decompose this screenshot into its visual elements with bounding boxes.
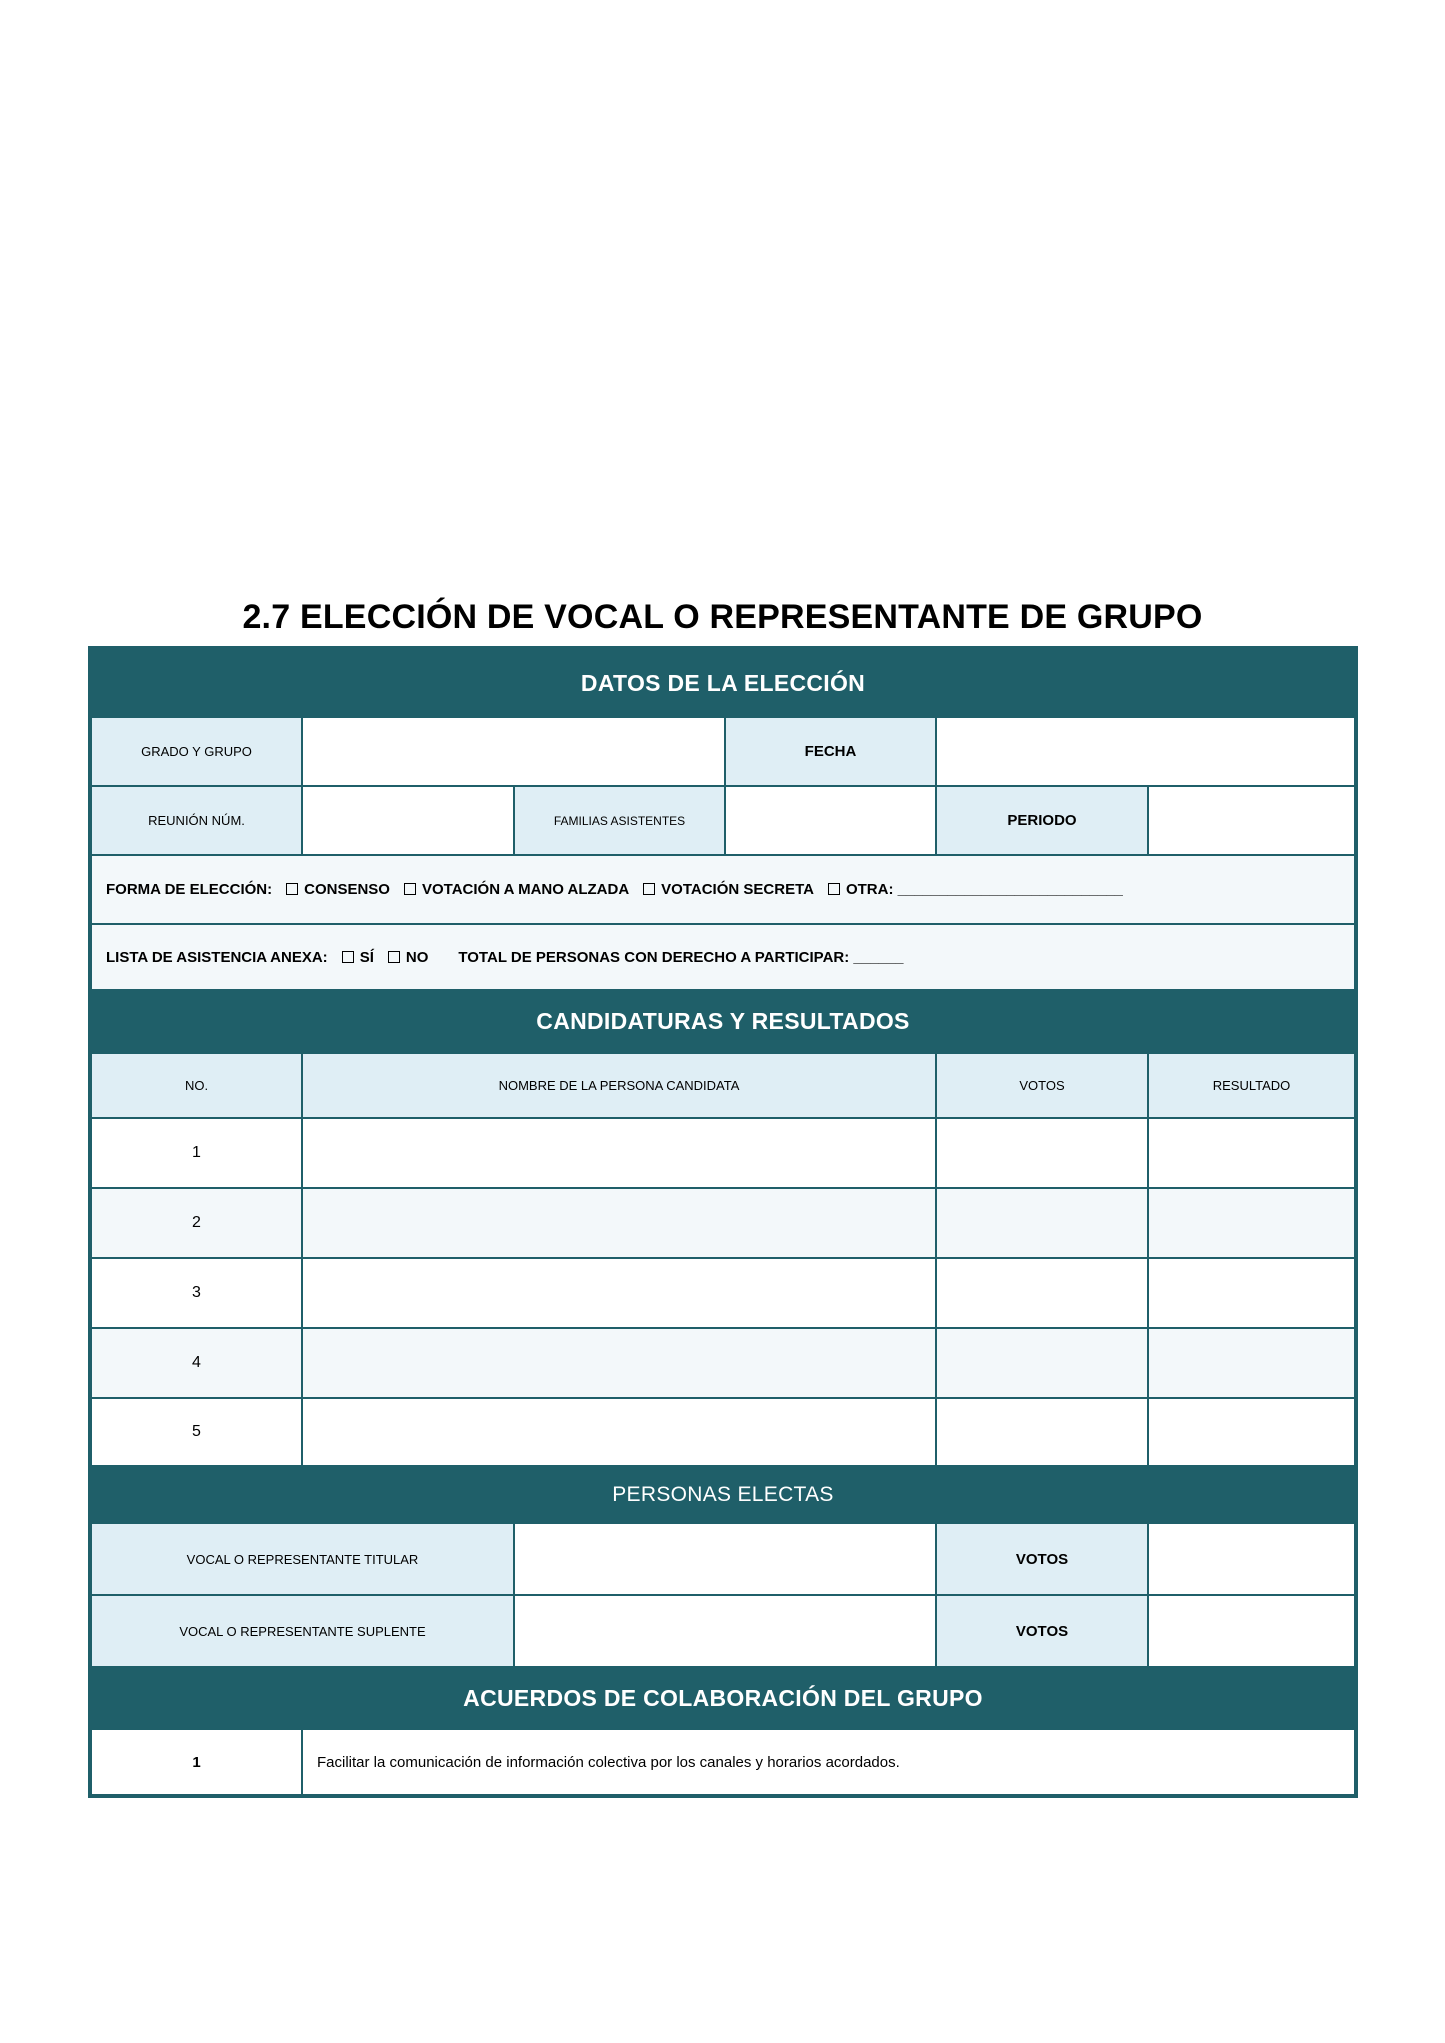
table-row: [91, 1188, 1355, 1258]
candidate-name-field[interactable]: [302, 1328, 936, 1398]
fecha-label: FECHA: [725, 717, 936, 786]
votos-field[interactable]: [936, 1398, 1148, 1466]
row-grado-fecha: [91, 717, 1355, 786]
election-form: [88, 646, 1358, 1798]
fecha-field[interactable]: [936, 717, 1355, 786]
votos-field[interactable]: [936, 1118, 1148, 1188]
familias-field[interactable]: [725, 786, 936, 855]
acuerdo-row: [91, 1729, 1355, 1795]
titular-label: VOCAL O REPRESENTANTE TITULAR: [91, 1523, 514, 1595]
lista-asistencia-label: LISTA DE ASISTENCIA ANEXA:: [106, 948, 328, 966]
resultado-field[interactable]: [1148, 1188, 1355, 1258]
row-number: 4: [91, 1328, 302, 1398]
reunion-field[interactable]: [302, 786, 514, 855]
table-row: [91, 1328, 1355, 1398]
table-row: [91, 1118, 1355, 1188]
section-electas-header: [91, 1466, 1355, 1523]
suplente-label: VOCAL O REPRESENTANTE SUPLENTE: [91, 1595, 514, 1667]
candidaturas-header-row: [91, 1053, 1355, 1118]
table-row: [91, 1258, 1355, 1328]
resultado-field[interactable]: [1148, 1258, 1355, 1328]
checkbox-icon[interactable]: [286, 883, 298, 895]
titular-votos-label: VOTOS: [936, 1523, 1148, 1595]
col-header-nombre: NOMBRE DE LA PERSONA CANDIDATA: [302, 1053, 936, 1118]
section-candidaturas-title: CANDIDATURAS Y RESULTADOS: [536, 1008, 910, 1034]
acuerdo-number: 1: [91, 1729, 302, 1795]
col-header-resultado: RESULTADO: [1148, 1053, 1355, 1118]
suplente-votos-label: VOTOS: [936, 1595, 1148, 1667]
option-votacion-secreta[interactable]: [643, 881, 814, 898]
section-acuerdos-title: ACUERDOS DE COLABORACIÓN DEL GRUPO: [463, 1684, 983, 1711]
candidate-name-field[interactable]: [302, 1118, 936, 1188]
row-number: 2: [91, 1188, 302, 1258]
section-electas-title: PERSONAS ELECTAS: [612, 1482, 834, 1506]
checkbox-icon[interactable]: [388, 951, 400, 963]
section-acuerdos-header: [91, 1667, 1355, 1729]
option-label: CONSENSO: [304, 881, 390, 898]
checkbox-icon[interactable]: [643, 883, 655, 895]
lista-asistencia-row: [91, 924, 1355, 990]
col-header-no: NO.: [91, 1053, 302, 1118]
forma-eleccion-label: FORMA DE ELECCIÓN:: [106, 881, 273, 898]
row-suplente: [91, 1595, 1355, 1667]
titular-field[interactable]: [514, 1523, 936, 1595]
page-title: 2.7 ELECCIÓN DE VOCAL O REPRESENTANTE DE GRUPO: [242, 598, 1203, 636]
grado-grupo-field[interactable]: [302, 717, 725, 786]
col-header-votos: VOTOS: [936, 1053, 1148, 1118]
row-titular: [91, 1523, 1355, 1595]
resultado-field[interactable]: [1148, 1398, 1355, 1466]
section-candidaturas-header: [91, 990, 1355, 1053]
checkbox-icon[interactable]: [828, 883, 840, 895]
forma-eleccion-row: [91, 855, 1355, 924]
option-label: SÍ: [359, 948, 374, 966]
periodo-field[interactable]: [1148, 786, 1355, 855]
row-number: 3: [91, 1258, 302, 1328]
votos-field[interactable]: [936, 1188, 1148, 1258]
familias-label: FAMILIAS ASISTENTES: [514, 786, 725, 855]
candidate-name-field[interactable]: [302, 1258, 936, 1328]
reunion-label: REUNIÓN NÚM.: [91, 786, 302, 855]
total-personas-label: TOTAL DE PERSONAS CON DERECHO A PARTICIPAR: ______: [458, 948, 904, 966]
option-no[interactable]: [388, 949, 429, 966]
option-si[interactable]: [342, 949, 374, 966]
option-label: VOTACIÓN A MANO ALZADA: [421, 881, 630, 898]
table-row: [91, 1398, 1355, 1466]
grado-grupo-label: GRADO Y GRUPO: [91, 717, 302, 786]
checkbox-icon[interactable]: [342, 951, 354, 963]
candidate-name-field[interactable]: [302, 1188, 936, 1258]
option-label: OTRA: ___________________________: [845, 881, 1123, 898]
periodo-label: PERIODO: [936, 786, 1148, 855]
candidate-name-field[interactable]: [302, 1398, 936, 1466]
option-label: NO: [405, 948, 429, 966]
option-otra[interactable]: [828, 881, 1123, 898]
section-datos-header: [91, 649, 1355, 717]
votos-field[interactable]: [936, 1328, 1148, 1398]
section-datos-title: DATOS DE LA ELECCIÓN: [580, 669, 866, 696]
option-consenso[interactable]: [286, 881, 390, 898]
suplente-field[interactable]: [514, 1595, 936, 1667]
row-number: 1: [91, 1118, 302, 1188]
resultado-field[interactable]: [1148, 1328, 1355, 1398]
option-mano-alzada[interactable]: [404, 881, 629, 898]
row-reunion: [91, 786, 1355, 855]
acuerdo-text: Facilitar la comunicación de información colectiva por los canales y horarios acordados.: [302, 1729, 1355, 1795]
resultado-field[interactable]: [1148, 1118, 1355, 1188]
suplente-votos-field[interactable]: [1148, 1595, 1355, 1667]
checkbox-icon[interactable]: [404, 883, 416, 895]
row-number: 5: [91, 1398, 302, 1466]
titular-votos-field[interactable]: [1148, 1523, 1355, 1595]
votos-field[interactable]: [936, 1258, 1148, 1328]
option-label: VOTACIÓN SECRETA: [661, 881, 814, 898]
